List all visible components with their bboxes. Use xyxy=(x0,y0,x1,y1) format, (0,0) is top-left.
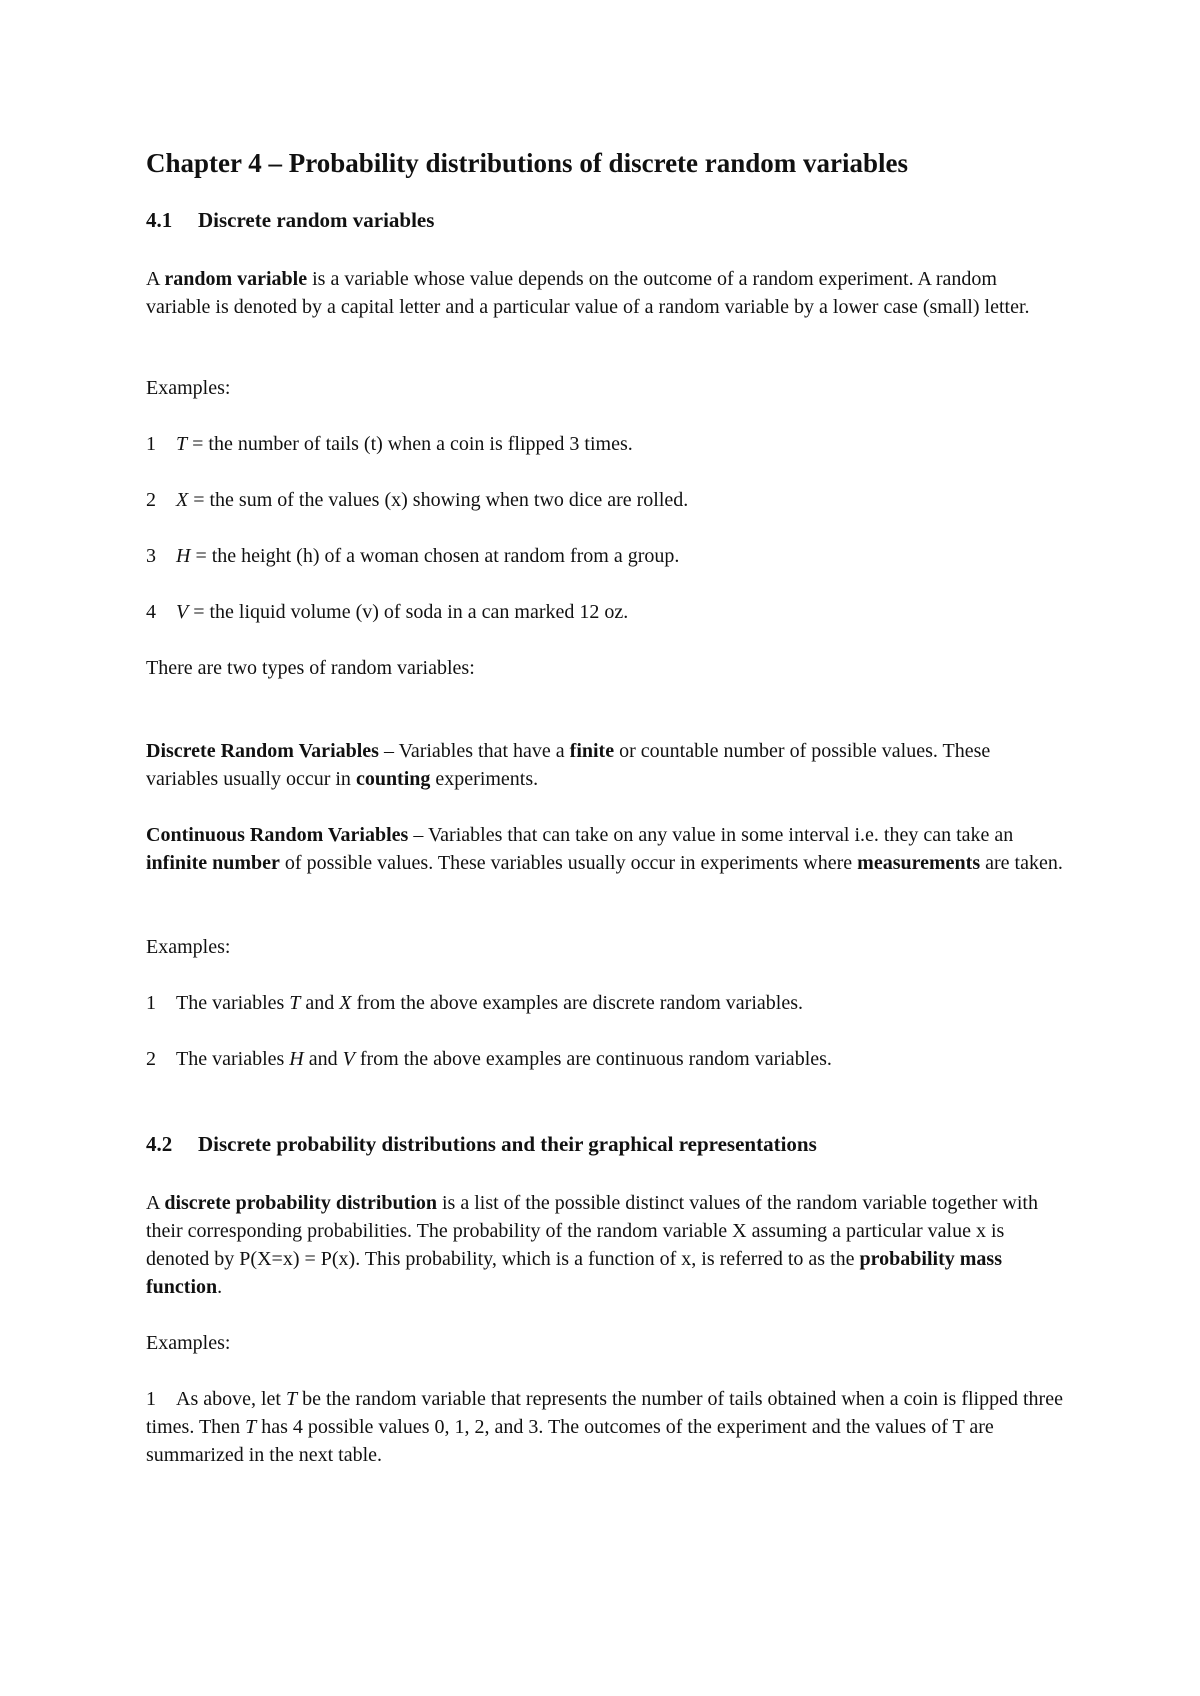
section-4-2-heading xyxy=(146,1130,1066,1158)
list-item: 2 X = the sum of the values (x) showing when two dice are rolled. xyxy=(146,489,689,511)
examples-label: Examples: xyxy=(146,936,231,958)
random-variable-definition: A random variable is a variable whose value depends on the outcome of a random experiment. A random variable is denoted by a capital letter and a particular value of a random variable by a lower case (small) letter. xyxy=(146,268,1030,318)
term-discrete-probability-distribution: discrete probability distribution xyxy=(164,1192,437,1214)
list-item: 4 V = the liquid volume (v) of soda in a can marked 12 oz. xyxy=(146,601,629,623)
list-item: 1 The variables T and X from the above examples are discrete random variables. xyxy=(146,992,803,1014)
examples-label: Examples: xyxy=(146,1332,231,1354)
term-probability-mass-function: probability mass function xyxy=(146,1248,1002,1298)
list-item: 1 As above, let T be the random variable that represents the number of tails obtained when a coin is flipped three times. Then T has 4 possible values 0, 1, 2, and 3. The outcomes of the experiment and the values of T are summarized in the next table. xyxy=(146,1388,1063,1466)
list-item: 2 The variables H and V from the above examples are continuous random variables. xyxy=(146,1048,832,1070)
examples-label: Examples: xyxy=(146,377,231,399)
discrete-definition: Discrete Random Variables – Variables that have a finite or countable number of possible values. These variables usually occur in counting experiments. xyxy=(146,740,991,790)
section-4-1-heading xyxy=(146,206,1066,234)
continuous-definition: Continuous Random Variables – Variables that can take on any value in some interval i.e. they can take an infinite number of possible values. These variables usually occur in experiments where measurements are taken. xyxy=(146,824,1063,874)
section-number: 4.2 xyxy=(146,1132,173,1156)
list-item: 1 T = the number of tails (t) when a coin is flipped 3 times. xyxy=(146,433,633,455)
list-item: 3 H = the height (h) of a woman chosen at random from a group. xyxy=(146,545,680,567)
section-number: 4.1 xyxy=(146,208,173,232)
term-random-variable: random variable xyxy=(164,268,308,290)
chapter-title: Chapter 4 – Probability distributions of discrete random variables xyxy=(146,148,909,178)
section-title: Discrete random variables xyxy=(198,208,435,232)
types-intro: There are two types of random variables: xyxy=(146,657,475,679)
discrete-probability-distribution-definition: A discrete probability distribution is a list of the possible distinct values of the random variable together with their corresponding probabilities. The probability of the random variable X assuming a particular value x is denoted by P(X=x) = P(x). This probability, which is a function of x, is referred to as the probability mass function. xyxy=(146,1192,1038,1298)
section-title: Discrete probability distributions and their graphical representations xyxy=(198,1132,817,1156)
